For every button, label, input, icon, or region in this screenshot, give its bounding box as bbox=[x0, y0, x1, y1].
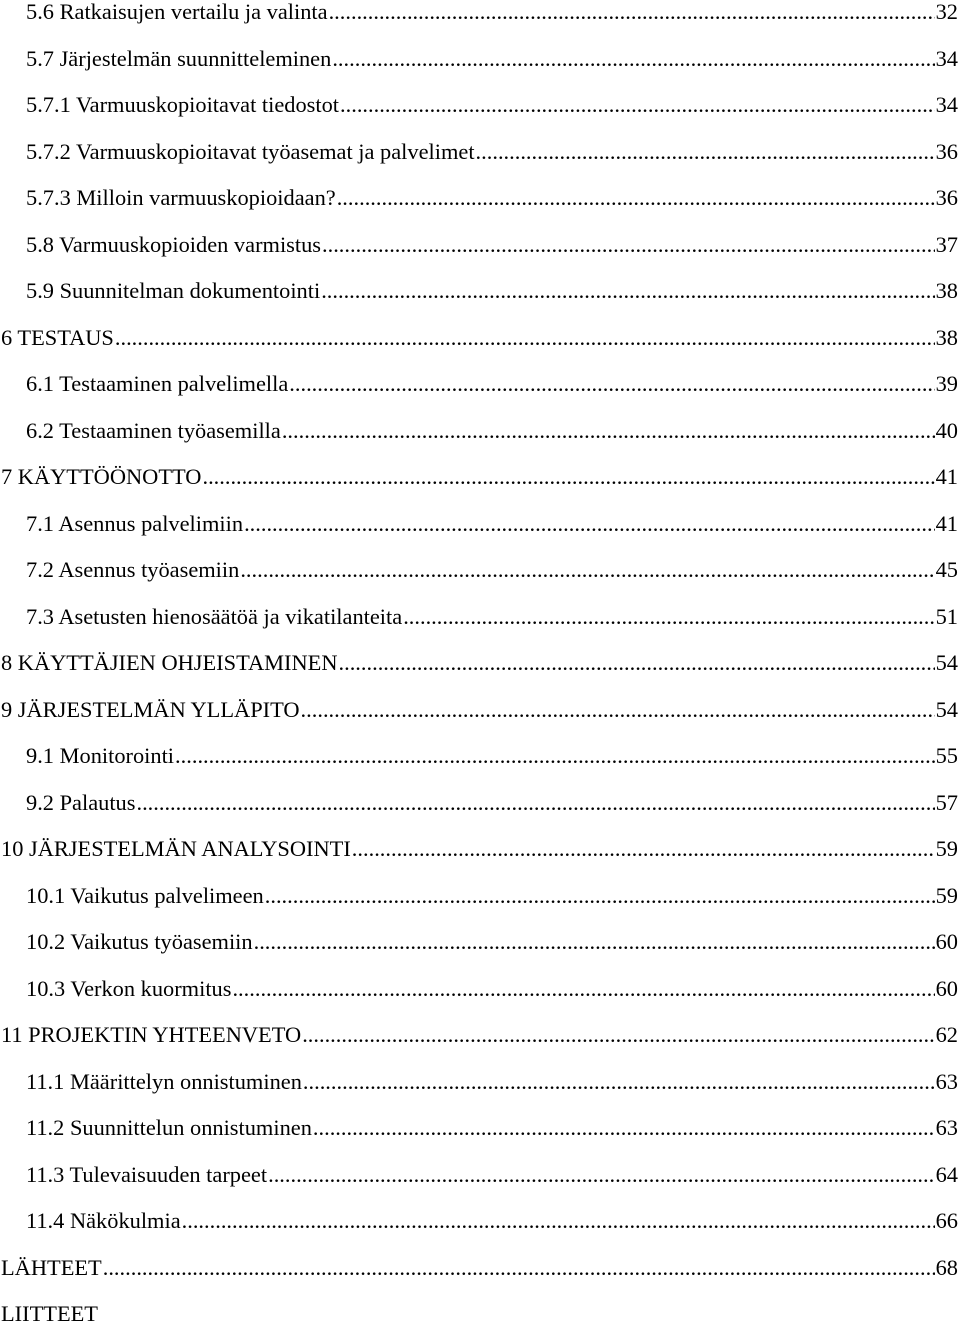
toc-entry-title: 7 KÄYTTÖÖNOTTO bbox=[1, 464, 202, 489]
toc-entry-title: 10.1 Vaikutus palvelimeen bbox=[26, 882, 264, 908]
toc-entry-title: 7.3 Asetusten hienosäätöä ja vikatilanteita bbox=[26, 603, 403, 629]
toc-entry-title: 8 KÄYTTÄJIEN OHJEISTAMINEN bbox=[1, 650, 338, 675]
toc-dot-leader bbox=[340, 82, 935, 129]
toc-entry-title: 7.2 Asennus työasemiin bbox=[26, 557, 240, 582]
toc-page-number: 34 bbox=[935, 45, 958, 71]
toc-entry[interactable] bbox=[0, 640, 960, 687]
toc-entry-title: 5.7.2 Varmuuskopioitavat työasemat ja palvelimet bbox=[26, 138, 475, 164]
toc-entry[interactable] bbox=[0, 1198, 960, 1245]
toc-dot-leader bbox=[175, 733, 935, 780]
toc-dot-leader bbox=[329, 0, 935, 36]
toc-entry[interactable] bbox=[0, 919, 960, 966]
toc-dot-leader bbox=[232, 966, 934, 1013]
toc-entry[interactable] bbox=[0, 1152, 960, 1199]
toc-dot-leader bbox=[339, 640, 935, 687]
toc-page-number: 54 bbox=[935, 696, 958, 722]
toc-dot-leader bbox=[303, 1059, 935, 1106]
toc-page-number: 57 bbox=[935, 789, 958, 815]
toc-entry-title: 6.1 Testaaminen palvelimella bbox=[26, 371, 289, 396]
toc-entry[interactable] bbox=[0, 687, 960, 734]
toc-entry-title: 5.7 Järjestelmän suunnitteleminen bbox=[26, 45, 332, 71]
toc-page-number: 63 bbox=[935, 1115, 958, 1140]
toc-dot-leader bbox=[244, 501, 935, 548]
toc-page-number: 59 bbox=[935, 882, 958, 908]
toc-page-number: 66 bbox=[935, 1208, 958, 1233]
toc-entry[interactable] bbox=[0, 1245, 960, 1292]
toc-page-number: 64 bbox=[935, 1161, 958, 1187]
toc-entry[interactable] bbox=[0, 268, 960, 315]
toc-page-number: 40 bbox=[935, 417, 958, 443]
toc-page-number: 41 bbox=[935, 510, 958, 536]
toc-dot-leader bbox=[313, 1105, 935, 1152]
toc-entry-title: 9 JÄRJESTELMÄN YLLÄPITO bbox=[1, 696, 300, 722]
toc-page-number: 54 bbox=[935, 650, 958, 675]
toc-entry-title: 5.7.3 Milloin varmuuskopioidaan? bbox=[26, 185, 336, 210]
toc-entry-title: 5.8 Varmuuskopioiden varmistus bbox=[26, 231, 322, 257]
toc-dot-leader bbox=[136, 780, 934, 827]
toc-page-number: 36 bbox=[935, 138, 958, 164]
toc-entry-title: 11.3 Tulevaisuuden tarpeet bbox=[26, 1161, 268, 1187]
toc-entry[interactable] bbox=[0, 501, 960, 548]
toc-page-number: 39 bbox=[935, 371, 958, 396]
toc-entry-title: 11.4 Näkökulmia bbox=[26, 1208, 181, 1233]
toc-dot-leader bbox=[302, 1012, 934, 1059]
toc-entry-title: LIITTEET bbox=[1, 1301, 98, 1326]
toc-dot-leader bbox=[403, 594, 934, 641]
toc-entry[interactable] bbox=[0, 454, 960, 501]
toc-entry-title: 11 PROJEKTIN YHTEENVETO bbox=[1, 1022, 302, 1047]
toc-page-number: 41 bbox=[935, 464, 958, 489]
toc-dot-leader bbox=[268, 1152, 935, 1199]
toc-entry-title: 5.9 Suunnitelman dokumentointi bbox=[26, 278, 321, 303]
toc-entry[interactable] bbox=[0, 175, 960, 222]
toc-page-number: 36 bbox=[935, 185, 958, 210]
toc-page-number: 55 bbox=[935, 743, 958, 768]
toc-entry[interactable] bbox=[0, 315, 960, 362]
toc-page-number: 59 bbox=[935, 836, 958, 861]
toc-entry-title: 10.2 Vaikutus työasemiin bbox=[26, 929, 253, 954]
toc-page-number: 45 bbox=[935, 557, 958, 582]
toc-page-number: 32 bbox=[935, 0, 958, 24]
toc-dot-leader bbox=[337, 175, 935, 222]
toc-page-number: 63 bbox=[935, 1068, 958, 1094]
toc-entry-title: 11.2 Suunnittelun onnistuminen bbox=[26, 1115, 312, 1140]
toc-dot-leader bbox=[202, 454, 934, 501]
toc-entry[interactable] bbox=[0, 733, 960, 780]
toc-dot-leader bbox=[240, 547, 934, 594]
toc-dot-leader bbox=[289, 361, 934, 408]
toc-entry-title: 9.1 Monitorointi bbox=[26, 743, 175, 768]
toc-entry[interactable] bbox=[0, 826, 960, 873]
toc-page-number: 34 bbox=[935, 92, 958, 117]
toc-entry-title: 6.2 Testaaminen työasemilla bbox=[26, 417, 281, 443]
toc-entry[interactable] bbox=[0, 1012, 960, 1059]
toc-entry[interactable] bbox=[0, 222, 960, 269]
toc-entry[interactable] bbox=[0, 1105, 960, 1152]
toc-dot-leader bbox=[182, 1198, 935, 1245]
toc-dot-leader bbox=[301, 687, 935, 734]
toc-entry[interactable] bbox=[0, 1059, 960, 1106]
toc-page-number: 60 bbox=[935, 929, 958, 954]
toc-entry-title: 5.6 Ratkaisujen vertailu ja valinta bbox=[26, 0, 328, 24]
toc-dot-leader bbox=[265, 873, 935, 920]
toc-entry-title: LÄHTEET bbox=[1, 1254, 102, 1280]
toc-entry-title: 9.2 Palautus bbox=[26, 789, 136, 815]
toc-entry[interactable] bbox=[0, 0, 960, 36]
toc-dot-leader bbox=[282, 408, 935, 455]
toc-entry[interactable] bbox=[0, 408, 960, 455]
toc-dot-leader bbox=[103, 1245, 935, 1292]
toc-entry[interactable] bbox=[0, 873, 960, 920]
toc-dot-leader bbox=[332, 36, 934, 83]
toc-entry-title: 10.3 Verkon kuormitus bbox=[26, 975, 232, 1001]
toc-page-number: 37 bbox=[935, 231, 958, 257]
toc-dot-leader bbox=[322, 222, 935, 269]
toc-entry[interactable] bbox=[0, 36, 960, 83]
toc-page-number: 51 bbox=[935, 603, 958, 629]
toc-entry[interactable] bbox=[0, 129, 960, 176]
toc-page-number: 62 bbox=[935, 1022, 958, 1047]
toc-page-number: 38 bbox=[935, 278, 958, 303]
toc-entry[interactable] bbox=[0, 594, 960, 641]
toc-dot-leader bbox=[352, 826, 935, 873]
toc-entry[interactable] bbox=[0, 82, 960, 129]
toc-entry[interactable] bbox=[0, 361, 960, 408]
toc-page-number: 38 bbox=[935, 324, 958, 350]
toc-entry-title: 6 TESTAUS bbox=[1, 324, 114, 350]
toc-entry[interactable] bbox=[0, 547, 960, 594]
toc-page-number: 68 bbox=[935, 1254, 958, 1280]
toc-entry[interactable] bbox=[0, 966, 960, 1013]
toc-entry-title: 10 JÄRJESTELMÄN ANALYSOINTI bbox=[1, 836, 351, 861]
toc-dot-leader bbox=[254, 919, 935, 966]
toc-dot-leader bbox=[476, 129, 935, 176]
toc-dot-leader bbox=[115, 315, 935, 362]
toc-page-number: 60 bbox=[935, 975, 958, 1001]
toc-entry-title: 7.1 Asennus palvelimiin bbox=[26, 510, 244, 536]
toc-entry[interactable] bbox=[0, 1291, 960, 1338]
toc-entry-title: 11.1 Määrittelyn onnistuminen bbox=[26, 1068, 302, 1094]
toc-dot-leader bbox=[321, 268, 934, 315]
toc-entry[interactable] bbox=[0, 780, 960, 827]
toc-entry-title: 5.7.1 Varmuuskopioitavat tiedostot bbox=[26, 92, 340, 117]
